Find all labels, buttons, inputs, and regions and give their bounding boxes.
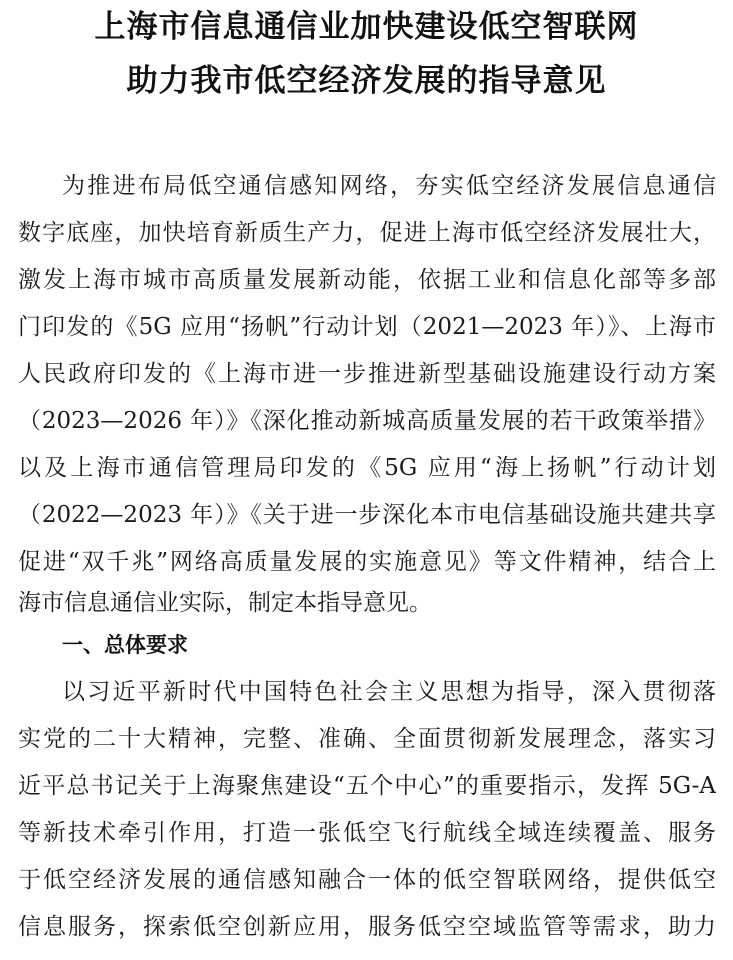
section-1-heading: 一、总体要求 xyxy=(62,633,188,657)
paragraph-1-line-2: 数字底座，加快培育新质生产力，促进上海市低空经济发展壮大， xyxy=(18,220,716,246)
paragraph-1-line-1: 为推进布局低空通信感知网络，夯实低空经济发展信息通信 xyxy=(62,173,716,199)
paragraph-1-line-7: 以及上海市通信管理局印发的《5G 应用“海上扬帆”行动计划 xyxy=(18,455,716,481)
paragraph-1-line-8: （2022—2023 年）》《关于进一步深化本市电信基础设施共建共享 xyxy=(18,502,716,528)
document-title-line-1: 上海市信息通信业加快建设低空智联网 xyxy=(94,9,639,45)
paragraph-1-line-10: 海市信息通信业实际，制定本指导意见。 xyxy=(18,590,432,616)
paragraph-2-line-3: 近平总书记关于上海聚焦建设“五个中心”的重要指示，发挥 5G-A xyxy=(18,773,716,799)
paragraph-2-line-2: 实党的二十大精神，完整、准确、全面贯彻新发展理念，落实习 xyxy=(18,726,716,752)
paragraph-1-line-6: （2023—2026 年）》《深化推动新城高质量发展的若干政策举措》 xyxy=(18,408,716,434)
paragraph-1-line-3: 激发上海市城市高质量发展新动能，依据工业和信息化部等多部 xyxy=(18,267,716,293)
document-title-line-2: 助力我市低空经济发展的指导意见 xyxy=(126,63,607,99)
paragraph-2-line-1: 以习近平新时代中国特色社会主义思想为指导，深入贯彻落 xyxy=(62,679,716,705)
paragraph-1-line-4: 门印发的《5G 应用“扬帆”行动计划（2021—2023 年）》、上海市 xyxy=(18,314,716,340)
paragraph-2-line-4: 等新技术牵引作用，打造一张低空飞行航线全域连续覆盖、服务 xyxy=(18,820,716,846)
paragraph-1-line-9: 促进“双千兆”网络高质量发展的实施意见》等文件精神，结合上 xyxy=(18,549,716,575)
paragraph-2-line-5: 于低空经济发展的通信感知融合一体的低空智联网络，提供低空 xyxy=(18,867,716,893)
paragraph-2-line-6: 信息服务，探索低空创新应用，服务低空空域监管等需求，助力 xyxy=(18,914,716,940)
paragraph-1-line-5: 人民政府印发的《上海市进一步推进新型基础设施建设行动方案 xyxy=(18,361,716,387)
